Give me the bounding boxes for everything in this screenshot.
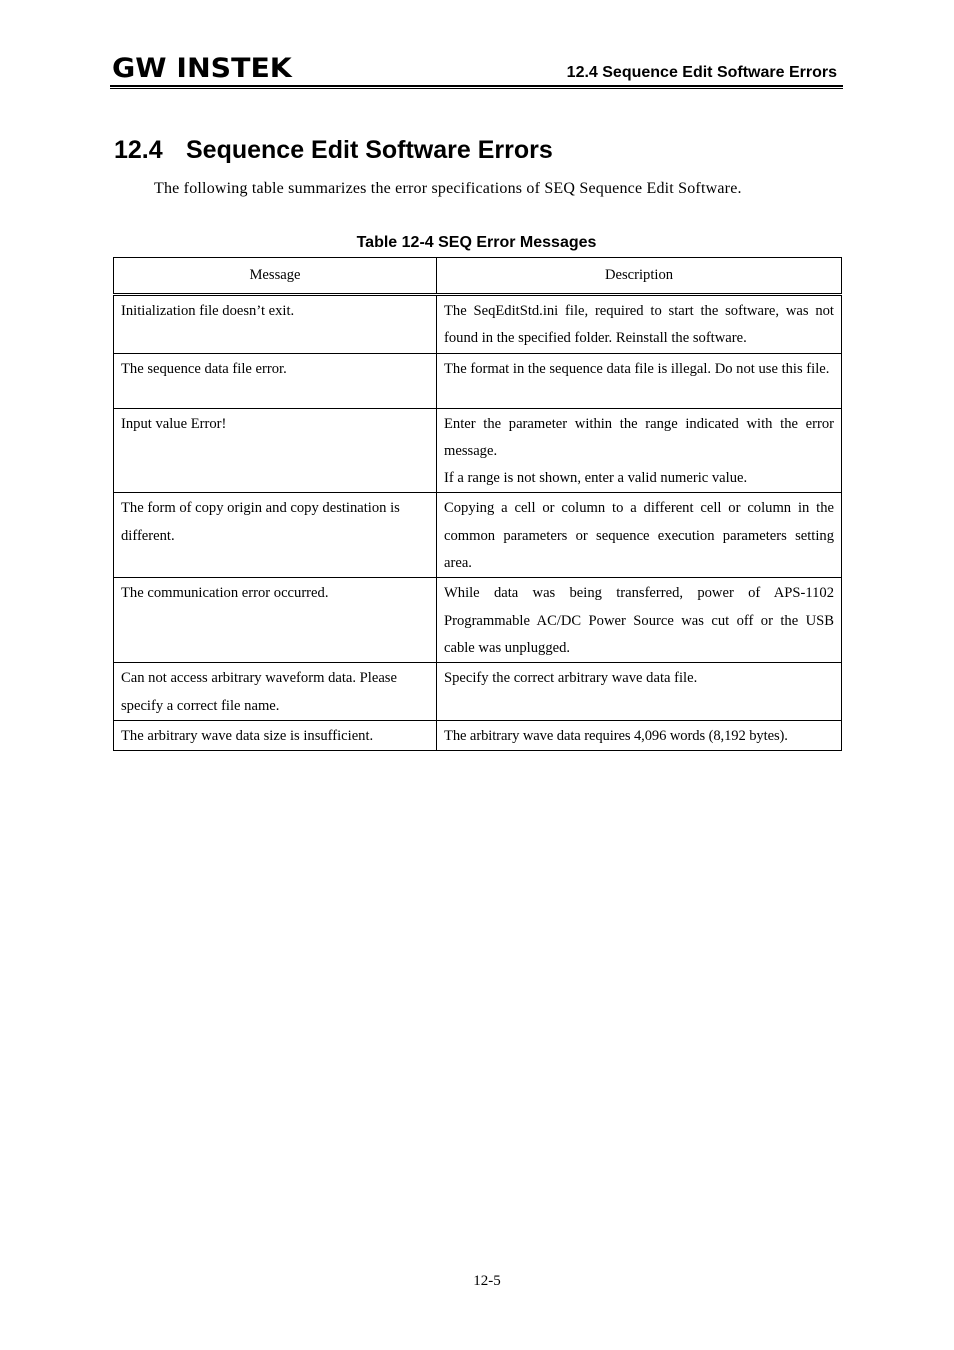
- description-line-extra: If a range is not shown, enter a valid numeric value.: [444, 470, 748, 487]
- description-cell: Specify the correct arbitrary wave data file.: [437, 663, 842, 721]
- message-cell: Can not access arbitrary waveform data. Please specify a correct file name.: [114, 663, 437, 721]
- table-row: [114, 720, 842, 750]
- message-cell: The communication error occurred.: [114, 578, 437, 663]
- running-header-title: 12.4 Sequence Edit Software Errors: [566, 64, 837, 81]
- table-row: [114, 493, 842, 578]
- page-number: 12-5: [473, 1273, 501, 1289]
- gwinstek-logo: GW INSTEK: [112, 53, 292, 84]
- table-row: [114, 578, 842, 663]
- message-cell: The arbitrary wave data size is insufficient.: [114, 720, 437, 750]
- column-header-description: Description: [437, 258, 842, 295]
- description-cell: The format in the sequence data file is illegal. Do not use this file.: [437, 353, 842, 408]
- description-cell: The arbitrary wave data requires 4,096 words (8,192 bytes).: [437, 720, 842, 750]
- table-row: [114, 663, 842, 721]
- table-row: [114, 408, 842, 493]
- description-cell: [437, 408, 842, 493]
- section-title: [114, 134, 553, 166]
- message-cell: Input value Error!: [114, 408, 437, 493]
- description-cell: Copying a cell or column to a different cell or column in the common parameters or sequence execution parameters setting area.: [437, 493, 842, 578]
- description-cell: While data was being transferred, power of APS-1102 Programmable AC/DC Power Source was cut off or the USB cable was unplugged.: [437, 578, 842, 663]
- section-title-text: Sequence Edit Software Errors: [186, 136, 553, 164]
- message-cell: The form of copy origin and copy destination is different.: [114, 493, 437, 578]
- description-line: Enter the parameter within the range indicated with the error message.: [444, 415, 834, 459]
- error-messages-table: [113, 257, 842, 751]
- table-caption: Table 12-4 SEQ Error Messages: [356, 234, 597, 251]
- intro-paragraph: The following table summarizes the error specifications of SEQ Sequence Edit Software.: [154, 180, 742, 197]
- section-number: 12.4: [114, 136, 163, 164]
- table-row: [114, 295, 842, 354]
- column-header-message: Message: [114, 258, 437, 295]
- message-cell: Initialization file doesn’t exit.: [114, 295, 437, 354]
- description-cell: The SeqEditStd.ini file, required to start the software, was not found in the specified folder. Reinstall the software.: [437, 295, 842, 354]
- table-header-row: [114, 258, 842, 295]
- header-rule: [110, 85, 843, 89]
- table-row: [114, 353, 842, 408]
- message-cell: The sequence data file error.: [114, 353, 437, 408]
